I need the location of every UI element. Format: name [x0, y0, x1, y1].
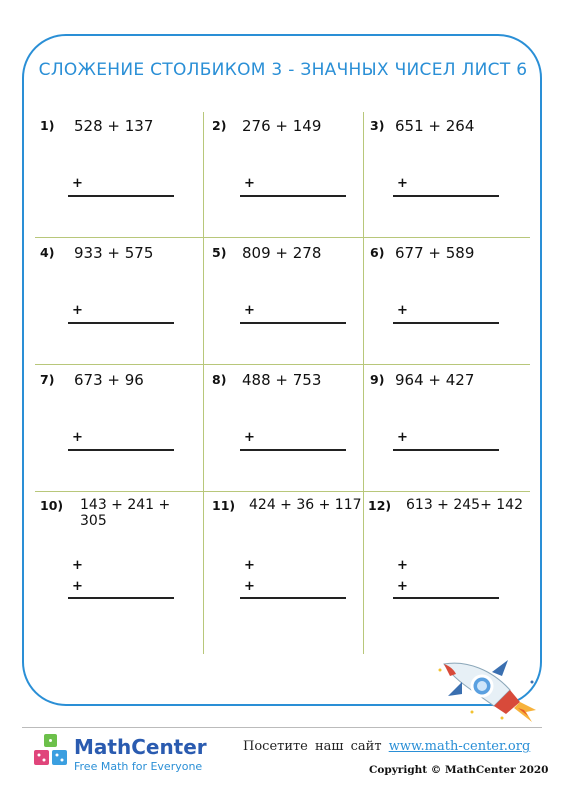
problem-cell: [368, 498, 528, 624]
plus-sign: +: [72, 176, 83, 191]
plus-sign: +: [244, 176, 255, 191]
site-link[interactable]: www.math-center.org: [388, 739, 531, 754]
answer-line[interactable]: [68, 195, 174, 197]
plus-sign: +: [244, 579, 255, 594]
problem-expression: 276 + 149: [242, 117, 322, 135]
answer-line[interactable]: [240, 597, 346, 599]
problem-cell: [40, 245, 200, 371]
problem-cell: [40, 372, 200, 498]
problem-cell: [40, 118, 200, 244]
problem-cell: [212, 245, 372, 371]
problem-expression: 488 + 753: [242, 371, 322, 389]
plus-sign: +: [397, 176, 408, 191]
plus-sign: +: [397, 303, 408, 318]
problem-cell: [212, 372, 372, 498]
problem-cell: [370, 118, 530, 244]
plus-sign: +: [244, 430, 255, 445]
dice-logo-icon: [32, 732, 70, 770]
problem-number: 2): [212, 118, 227, 133]
problem-number: 5): [212, 245, 227, 260]
problem-cell: [212, 498, 372, 624]
rocket-icon: [432, 652, 542, 724]
answer-line[interactable]: [393, 449, 499, 451]
brand-tagline: Free Math for Everyone: [74, 760, 203, 773]
problem-expression: 143 + 241 + 305: [80, 497, 171, 529]
answer-line[interactable]: [240, 449, 346, 451]
plus-sign: +: [72, 303, 83, 318]
problem-expression: 613 + 245+ 142: [406, 497, 523, 513]
plus-sign: +: [397, 558, 408, 573]
problem-number: 10): [40, 498, 64, 513]
plus-sign: +: [244, 558, 255, 573]
answer-line[interactable]: [393, 322, 499, 324]
plus-sign: +: [72, 430, 83, 445]
answer-line[interactable]: [240, 322, 346, 324]
problem-cell: [40, 498, 200, 624]
problem-number: 3): [370, 118, 385, 133]
answer-line[interactable]: [240, 195, 346, 197]
visit-label: Посетите наш сайт: [243, 739, 382, 754]
problem-expression: 933 + 575: [74, 244, 154, 262]
answer-line[interactable]: [68, 322, 174, 324]
answer-line[interactable]: [393, 597, 499, 599]
problem-number: 4): [40, 245, 55, 260]
problem-number: 8): [212, 372, 227, 387]
answer-line[interactable]: [68, 449, 174, 451]
problem-number: 12): [368, 498, 392, 513]
page-title: СЛОЖЕНИЕ СТОЛБИКОМ 3 - ЗНАЧНЫХ ЧИСЕЛ ЛИСТ 6: [38, 60, 528, 80]
problem-expression: 651 + 264: [395, 117, 475, 135]
problem-expression: 673 + 96: [74, 371, 144, 389]
problem-number: 1): [40, 118, 55, 133]
plus-sign: +: [72, 579, 83, 594]
plus-sign: +: [72, 558, 83, 573]
problem-cell: [370, 245, 530, 371]
footer-divider: [22, 727, 542, 728]
problem-expression: 424 + 36 + 117: [249, 497, 362, 513]
problem-number: 9): [370, 372, 385, 387]
visit-text: [243, 739, 530, 754]
plus-sign: +: [397, 579, 408, 594]
problem-number: 11): [212, 498, 236, 513]
plus-sign: +: [244, 303, 255, 318]
copyright: Copyright © MathCenter 2020: [369, 764, 549, 776]
problem-expression: 528 + 137: [74, 117, 154, 135]
answer-line[interactable]: [393, 195, 499, 197]
problem-number: 7): [40, 372, 55, 387]
problem-number: 6): [370, 245, 385, 260]
problem-cell: [370, 372, 530, 498]
problem-expression: 677 + 589: [395, 244, 475, 262]
brand-name: MathCenter: [74, 735, 207, 759]
problem-expression: 809 + 278: [242, 244, 322, 262]
problem-cell: [212, 118, 372, 244]
grid-divider: [203, 112, 204, 654]
problem-expression: 964 + 427: [395, 371, 475, 389]
answer-line[interactable]: [68, 597, 174, 599]
plus-sign: +: [397, 430, 408, 445]
